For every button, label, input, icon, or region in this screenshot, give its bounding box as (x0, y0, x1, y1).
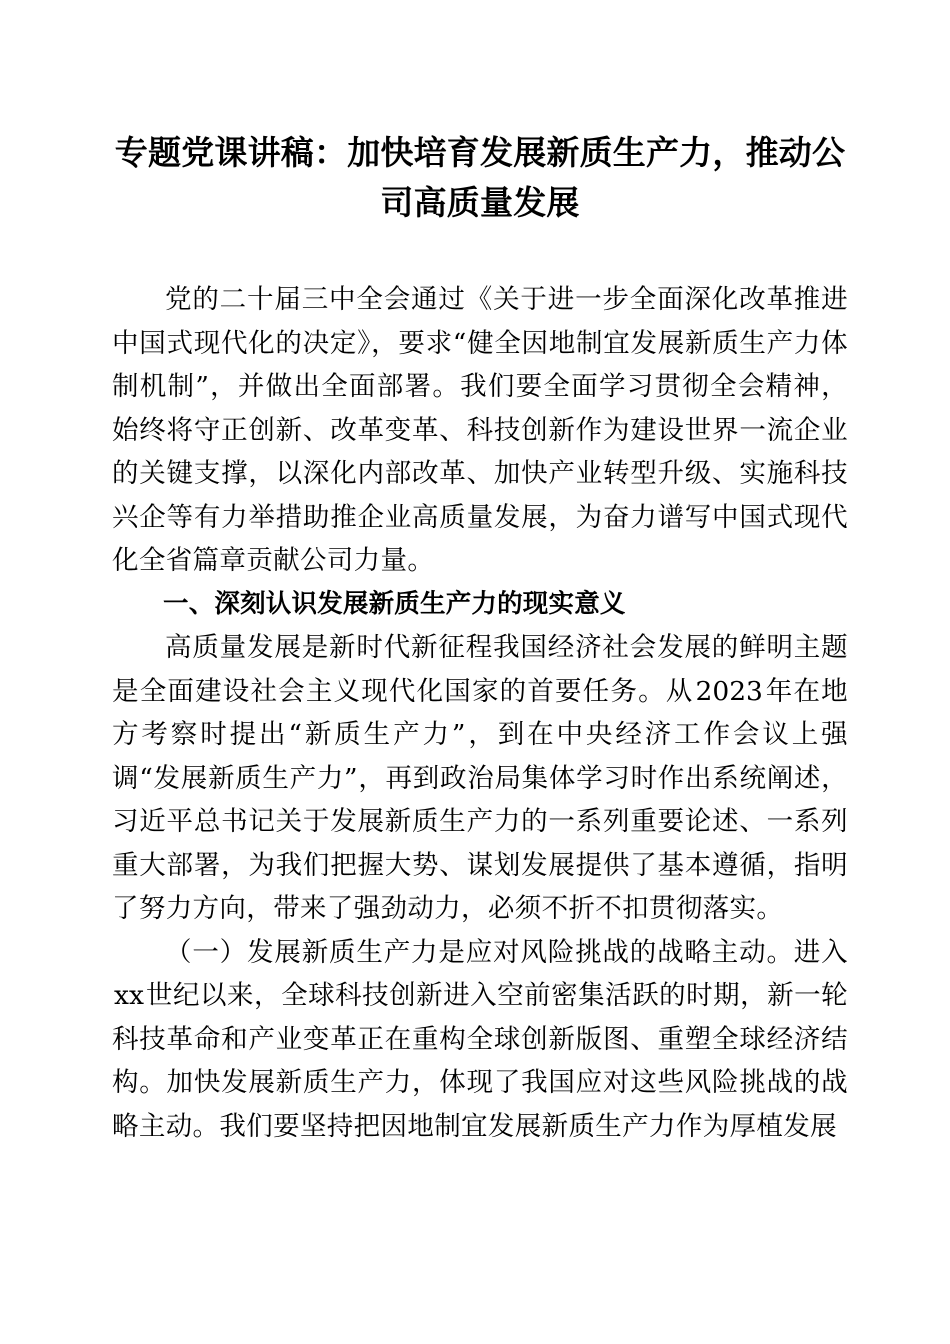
paragraph-text-run-2: 世纪以来，全球科技创新进入空前密集活跃的时期，新一轮科技革命和产业变革正在重构全球创新版图、重塑全球经济结构。加快发展新质生产力，体现了我国应对这些风险挑战的战略主动。我们要坚持把因地制宜发展新质生产力作为厚植发展 (112, 980, 848, 1142)
page-content (112, 0, 848, 1148)
paragraph-text-run-1: 进入 (793, 936, 848, 968)
subsection-lead-sentence: （一）发展新质生产力是应对风险挑战的战略主动。 (165, 936, 794, 968)
paragraph-intro: 党的二十届三中全会通过《关于进一步全面深化改革推进中国式现代化的决定》，要求“健全因地制宜发展新质生产力体制机制”，并做出全面部署。我们要全面学习贯彻全会精神，始终将守正创新、改革变革、科技创新作为建设世界一流企业的关键支撑，以深化内部改革、加快产业转型升级、实施科技兴企等有力举措助推企业高质量发展，为奋力谱写中国式现代化全省篇章贡献公司力量。 (112, 284, 848, 576)
paragraph-latin-run-1: xx (114, 980, 144, 1011)
document-title: 专题党课讲稿：加快培育发展新质生产力，推动公司高质量发展 (114, 133, 846, 222)
paragraph-text-run-2: 年在地方考察时提出“新质生产力”，到在中央经济工作会议上强调“发展新质生产力”，再到政治局集体学习时作出系统阐述，习近平总书记关于发展新质生产力的一系列重要论述、一系列重大部署，为我们把握大势、谋划发展提供了基本遵循，指明了努力方向，带来了强劲动力，必须不折不扣贯彻落实。 (112, 675, 848, 924)
paragraph-text-run-1: 高质量发展是新时代新征程我国经济社会发展的鲜明主题是全面建设社会主义现代化国家的首要任务。从 (112, 632, 848, 707)
paragraph-subsection-1-1 (112, 931, 848, 1149)
paragraph-latin-run-1: 2023 (695, 675, 763, 707)
paragraph-section-1-body (112, 626, 848, 931)
section-heading-1: 一、深刻认识发展新质生产力的现实意义 (163, 588, 626, 619)
